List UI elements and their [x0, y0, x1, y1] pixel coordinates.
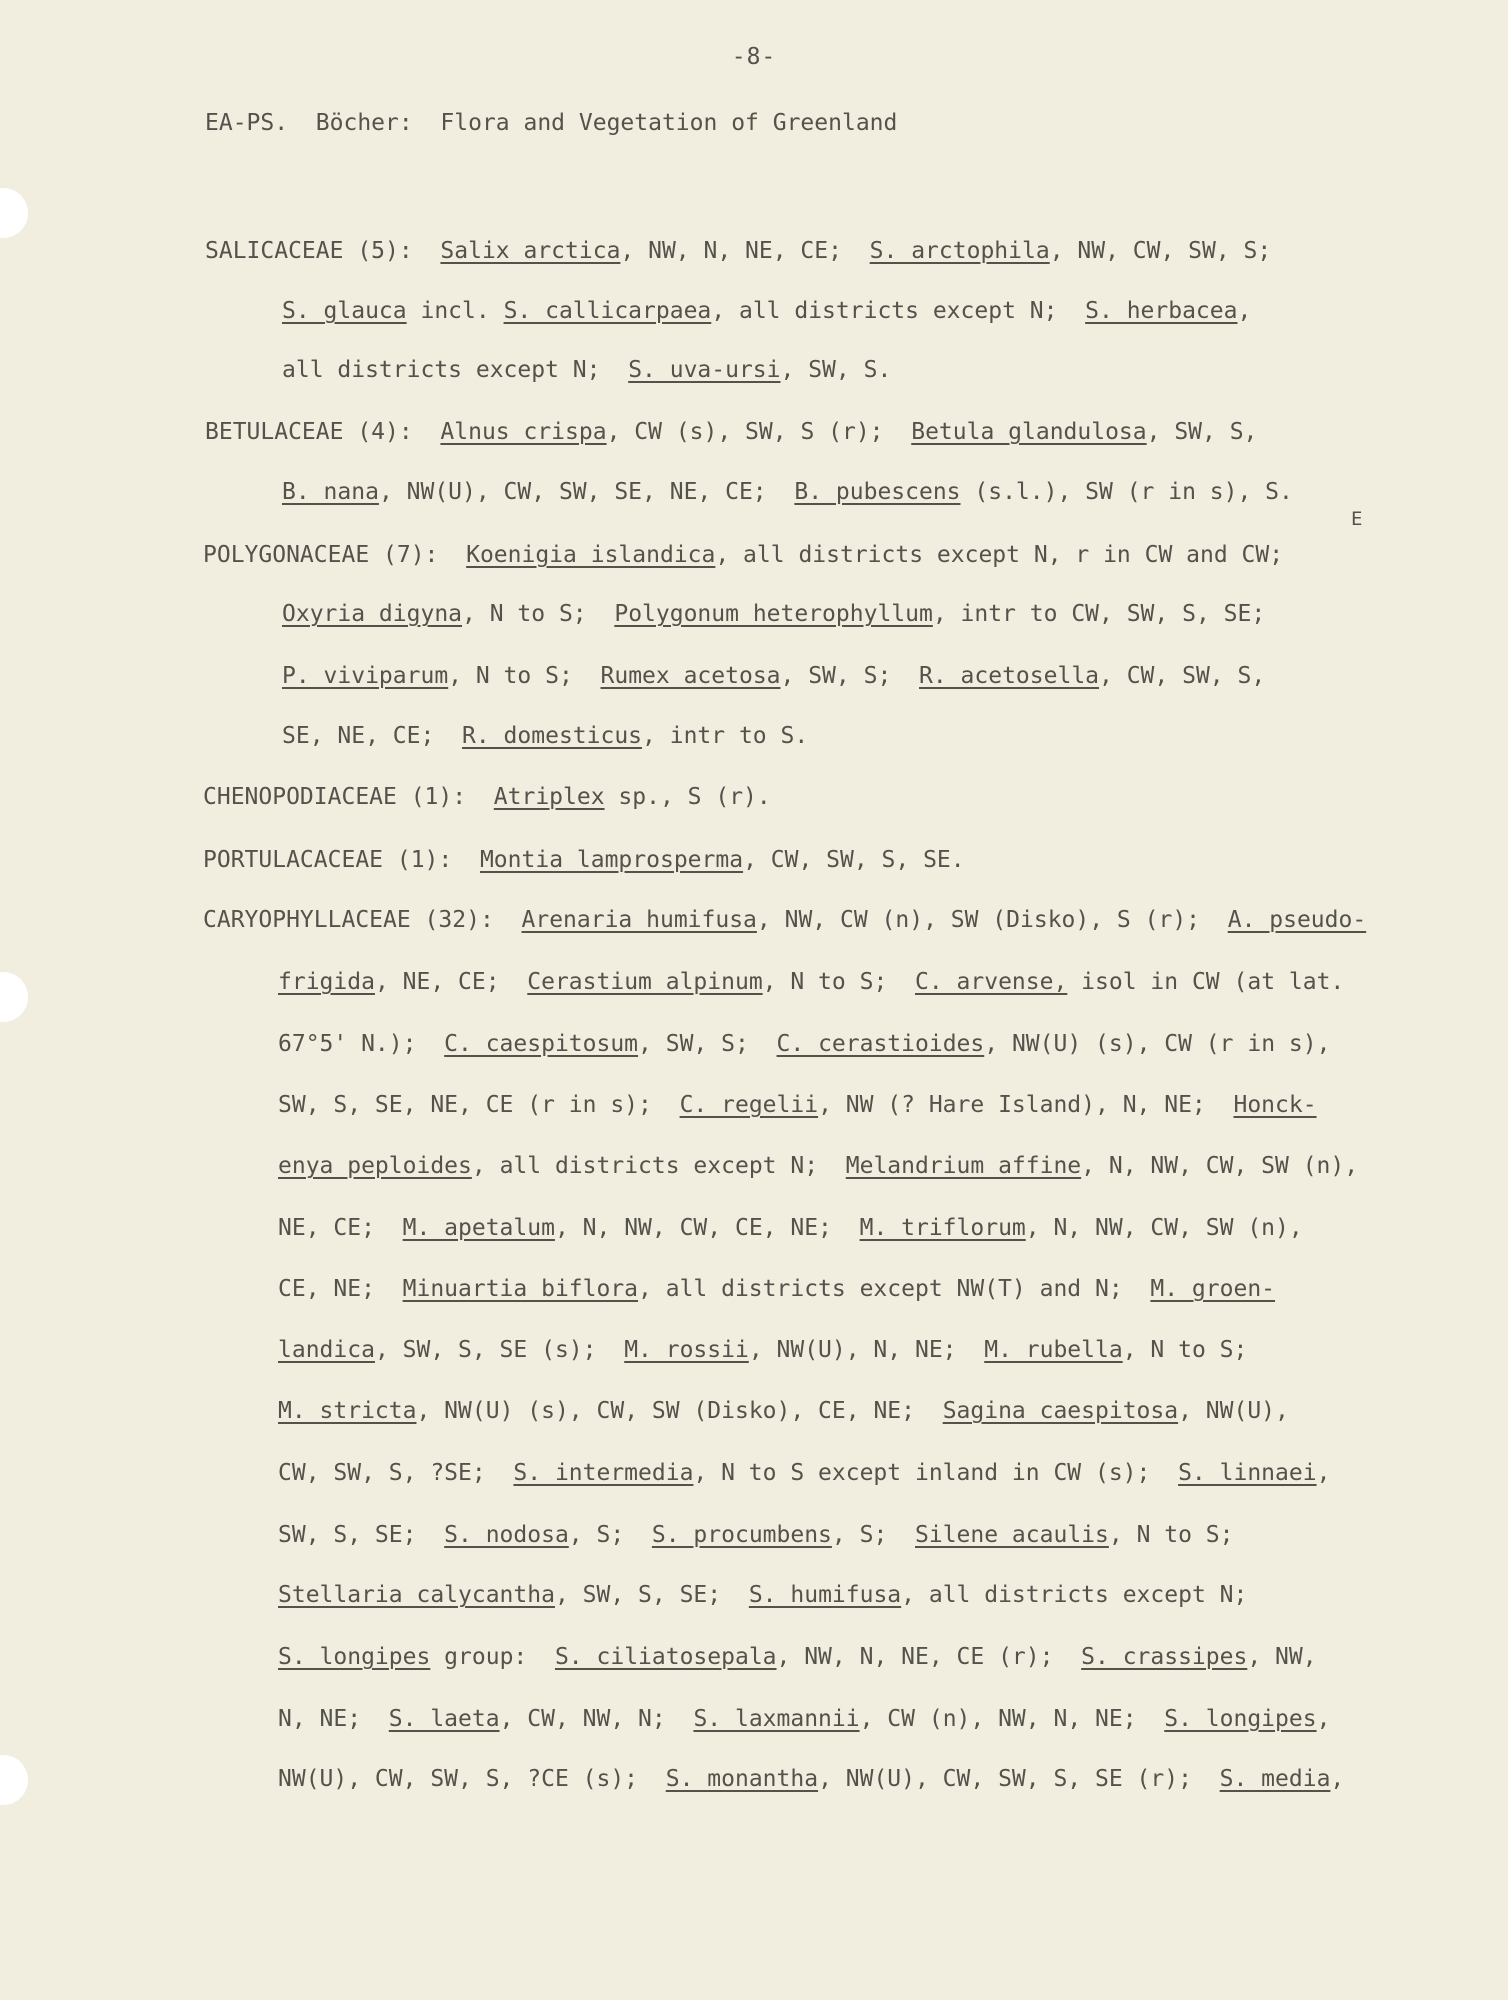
- taxon-name: S. uva-ursi: [628, 357, 781, 383]
- text-segment: , all districts except N;: [471, 1153, 846, 1179]
- taxon-name: S. intermedia: [513, 1460, 694, 1486]
- taxon-name: Atriplex: [493, 784, 605, 810]
- text-line: [278, 1396, 1289, 1426]
- taxon-name: S. monantha: [665, 1766, 819, 1792]
- text-line: [282, 721, 808, 751]
- text-line: [282, 477, 1293, 507]
- taxon-name: S. linnaei: [1178, 1460, 1317, 1486]
- correction-mark: E: [1351, 508, 1363, 530]
- taxon-name: Oxyria digyna: [282, 601, 463, 627]
- page-number: -8-: [731, 44, 777, 70]
- taxon-name: Rumex acetosa: [600, 663, 781, 689]
- text-line: [203, 845, 965, 875]
- text-segment: NE, CE;: [278, 1215, 403, 1241]
- text-line: [282, 355, 891, 385]
- text-segment: , CW (n), NW, N, NE;: [859, 1706, 1165, 1732]
- taxon-name: C. cerastioides: [776, 1031, 985, 1057]
- text-segment: , NW,: [1247, 1644, 1317, 1670]
- text-segment: CE, NE;: [278, 1276, 403, 1302]
- text-segment: , NW(U),: [1178, 1398, 1289, 1424]
- text-segment: , all districts except N, r in CW and CW;: [715, 542, 1284, 568]
- document-header: EA-PS. Böcher: Flora and Vegetation of Greenland: [205, 110, 898, 136]
- text-line: [282, 599, 1265, 629]
- text-line: [203, 905, 1366, 935]
- text-segment: POLYGONACEAE (7):: [203, 542, 467, 568]
- taxon-name: S. laeta: [388, 1706, 500, 1732]
- text-segment: CW, SW, S, ?SE;: [278, 1460, 514, 1486]
- text-segment: ,: [1316, 1460, 1331, 1486]
- text-segment: CHENOPODIACEAE (1):: [203, 784, 494, 810]
- text-segment: SW, S, SE, NE, CE (r in s);: [278, 1092, 680, 1118]
- text-segment: SE, NE, CE;: [282, 723, 463, 749]
- text-segment: , all districts except N;: [901, 1582, 1248, 1608]
- taxon-name: S. longipes: [278, 1644, 431, 1670]
- punch-hole: [0, 1755, 28, 1805]
- taxon-name: Betula glandulosa: [911, 419, 1147, 445]
- text-segment: , N to S;: [462, 601, 615, 627]
- taxon-name: S. crassipes: [1081, 1644, 1248, 1670]
- taxon-name: S. laxmannii: [693, 1706, 860, 1732]
- taxon-name: enya peploides: [278, 1153, 472, 1179]
- taxon-name: Koenigia islandica: [466, 542, 716, 568]
- text-segment: NW(U), CW, SW, S, ?CE (s);: [278, 1766, 666, 1792]
- text-line: [278, 1458, 1330, 1488]
- text-line: [203, 540, 1283, 570]
- text-line: [282, 661, 1265, 691]
- text-segment: , SW, S.: [780, 357, 892, 383]
- text-segment: isol in CW (at lat.: [1067, 969, 1345, 995]
- text-segment: , N, NW, CW, SW (n),: [1081, 1153, 1359, 1179]
- text-segment: BETULACEAE (4):: [205, 419, 441, 445]
- taxon-name: M. groen-: [1150, 1276, 1276, 1302]
- text-segment: , NW(U) (s), CW (r in s),: [984, 1031, 1331, 1057]
- punch-hole: [0, 972, 28, 1022]
- text-segment: , all districts except N;: [711, 298, 1086, 324]
- text-segment: , CW, SW, S,: [1099, 663, 1266, 689]
- text-segment: , SW, S, SE;: [554, 1582, 749, 1608]
- text-segment: , N to S except inland in CW (s);: [693, 1460, 1179, 1486]
- text-segment: , NW(U), CW, SW, SE, NE, CE;: [378, 479, 795, 505]
- taxon-name: M. rubella: [984, 1337, 1123, 1363]
- text-segment: , N to S;: [1122, 1337, 1248, 1363]
- taxon-name: S. humifusa: [748, 1582, 902, 1608]
- text-segment: , NW, N, NE, CE;: [620, 238, 870, 264]
- taxon-name: Silene acaulis: [915, 1522, 1109, 1548]
- taxon-name: S. media: [1219, 1766, 1331, 1792]
- text-segment: , SW, S,: [1146, 419, 1258, 445]
- taxon-name: S. nodosa: [444, 1522, 569, 1548]
- text-line: [203, 782, 771, 812]
- text-segment: ,: [1330, 1766, 1345, 1792]
- text-segment: , NE, CE;: [374, 969, 528, 995]
- taxon-name: Minuartia biflora: [402, 1276, 639, 1302]
- taxon-name: R. domesticus: [462, 723, 643, 749]
- text-segment: , CW, NW, N;: [499, 1706, 694, 1732]
- text-segment: , N to S;: [1108, 1522, 1234, 1548]
- text-line: [278, 1151, 1358, 1181]
- taxon-name: B. nana: [282, 479, 379, 505]
- text-segment: SALICACEAE (5):: [205, 238, 441, 264]
- taxon-name: landica: [278, 1337, 375, 1363]
- text-segment: , S;: [568, 1522, 652, 1548]
- text-segment: N, NE;: [278, 1706, 389, 1732]
- text-line: [205, 417, 1257, 447]
- text-segment: , NW, CW (n), SW (Disko), S (r);: [756, 907, 1228, 933]
- text-segment: group:: [430, 1644, 555, 1670]
- text-segment: , NW, N, NE, CE (r);: [776, 1644, 1082, 1670]
- taxon-name: Honck-: [1233, 1092, 1317, 1118]
- text-segment: , CW (s), SW, S (r);: [606, 419, 912, 445]
- text-segment: , NW, CW, SW, S;: [1049, 238, 1272, 264]
- text-segment: , S;: [831, 1522, 915, 1548]
- text-segment: , NW (? Hare Island), N, NE;: [818, 1092, 1234, 1118]
- taxon-name: Alnus crispa: [440, 419, 607, 445]
- taxon-name: Montia lamprosperma: [479, 847, 744, 873]
- text-segment: CARYOPHYLLACEAE (32):: [203, 907, 522, 933]
- text-segment: , CW, SW, S, SE.: [743, 847, 965, 873]
- text-segment: , N, NW, CW, SW (n),: [1025, 1215, 1303, 1241]
- text-line: [278, 1090, 1317, 1120]
- text-segment: 67°5' N.);: [278, 1031, 445, 1057]
- taxon-name: B. pubescens: [794, 479, 961, 505]
- taxon-name: S. herbacea: [1085, 298, 1238, 324]
- text-segment: , N to S;: [448, 663, 601, 689]
- text-segment: PORTULACACEAE (1):: [203, 847, 480, 873]
- text-segment: ,: [1237, 298, 1252, 324]
- taxon-name: M. rossii: [624, 1337, 749, 1363]
- text-segment: , NW(U), N, NE;: [748, 1337, 985, 1363]
- text-segment: sp., S (r).: [604, 784, 771, 810]
- text-line: [282, 296, 1251, 326]
- text-line: [278, 1029, 1330, 1059]
- text-segment: all districts except N;: [282, 357, 629, 383]
- taxon-name: Arenaria humifusa: [521, 907, 757, 933]
- taxon-name: C. caespitosum: [444, 1031, 639, 1057]
- taxon-name: A. pseudo-: [1227, 907, 1367, 933]
- taxon-name: R. acetosella: [919, 663, 1100, 689]
- taxon-name: S. arctophila: [869, 238, 1050, 264]
- taxon-name: S. glauca: [282, 298, 407, 324]
- taxon-name: S. callicarpaea: [503, 298, 712, 324]
- taxon-name: Salix arctica: [440, 238, 621, 264]
- text-line: [278, 1580, 1247, 1610]
- punch-hole: [0, 188, 28, 238]
- taxon-name: Melandrium affine: [845, 1153, 1082, 1179]
- taxon-name: C. arvense,: [915, 969, 1068, 995]
- text-line: [278, 1274, 1275, 1304]
- taxon-name: S. procumbens: [651, 1522, 832, 1548]
- text-line: [278, 1642, 1317, 1672]
- text-segment: incl.: [406, 298, 504, 324]
- text-segment: , NW(U), CW, SW, S, SE (r);: [818, 1766, 1220, 1792]
- text-line: [278, 1704, 1330, 1734]
- text-segment: , SW, S;: [638, 1031, 777, 1057]
- text-line: [278, 1213, 1303, 1243]
- taxon-name: Sagina caespitosa: [942, 1398, 1179, 1424]
- text-segment: , intr to CW, SW, S, SE;: [932, 601, 1266, 627]
- taxon-name: M. stricta: [278, 1398, 417, 1424]
- taxon-name: S. longipes: [1164, 1706, 1317, 1732]
- taxon-name: Cerastium alpinum: [527, 969, 763, 995]
- taxon-name: M. triflorum: [859, 1215, 1026, 1241]
- text-segment: SW, S, SE;: [278, 1522, 445, 1548]
- taxon-name: S. ciliatosepala: [554, 1644, 777, 1670]
- text-line: [278, 1520, 1234, 1550]
- text-segment: (s.l.), SW (r in s), S.: [960, 479, 1293, 505]
- taxon-name: frigida: [278, 969, 375, 995]
- text-line: [278, 1764, 1344, 1794]
- text-segment: , SW, S, SE (s);: [374, 1337, 625, 1363]
- text-line: [278, 967, 1344, 997]
- text-segment: ,: [1316, 1706, 1331, 1732]
- text-segment: , N, NW, CW, CE, NE;: [554, 1215, 860, 1241]
- text-segment: , SW, S;: [780, 663, 919, 689]
- taxon-name: Polygonum heterophyllum: [614, 601, 933, 627]
- taxon-name: C. regelii: [679, 1092, 819, 1118]
- text-segment: , all districts except NW(T) and N;: [638, 1276, 1151, 1302]
- text-segment: , intr to S.: [642, 723, 809, 749]
- text-segment: , N to S;: [762, 969, 915, 995]
- taxon-name: P. viviparum: [282, 663, 449, 689]
- text-line: [205, 236, 1271, 266]
- text-line: [278, 1335, 1247, 1365]
- taxon-name: M. apetalum: [402, 1215, 555, 1241]
- text-segment: , NW(U) (s), CW, SW (Disko), CE, NE;: [416, 1398, 943, 1424]
- taxon-name: Stellaria calycantha: [278, 1582, 555, 1608]
